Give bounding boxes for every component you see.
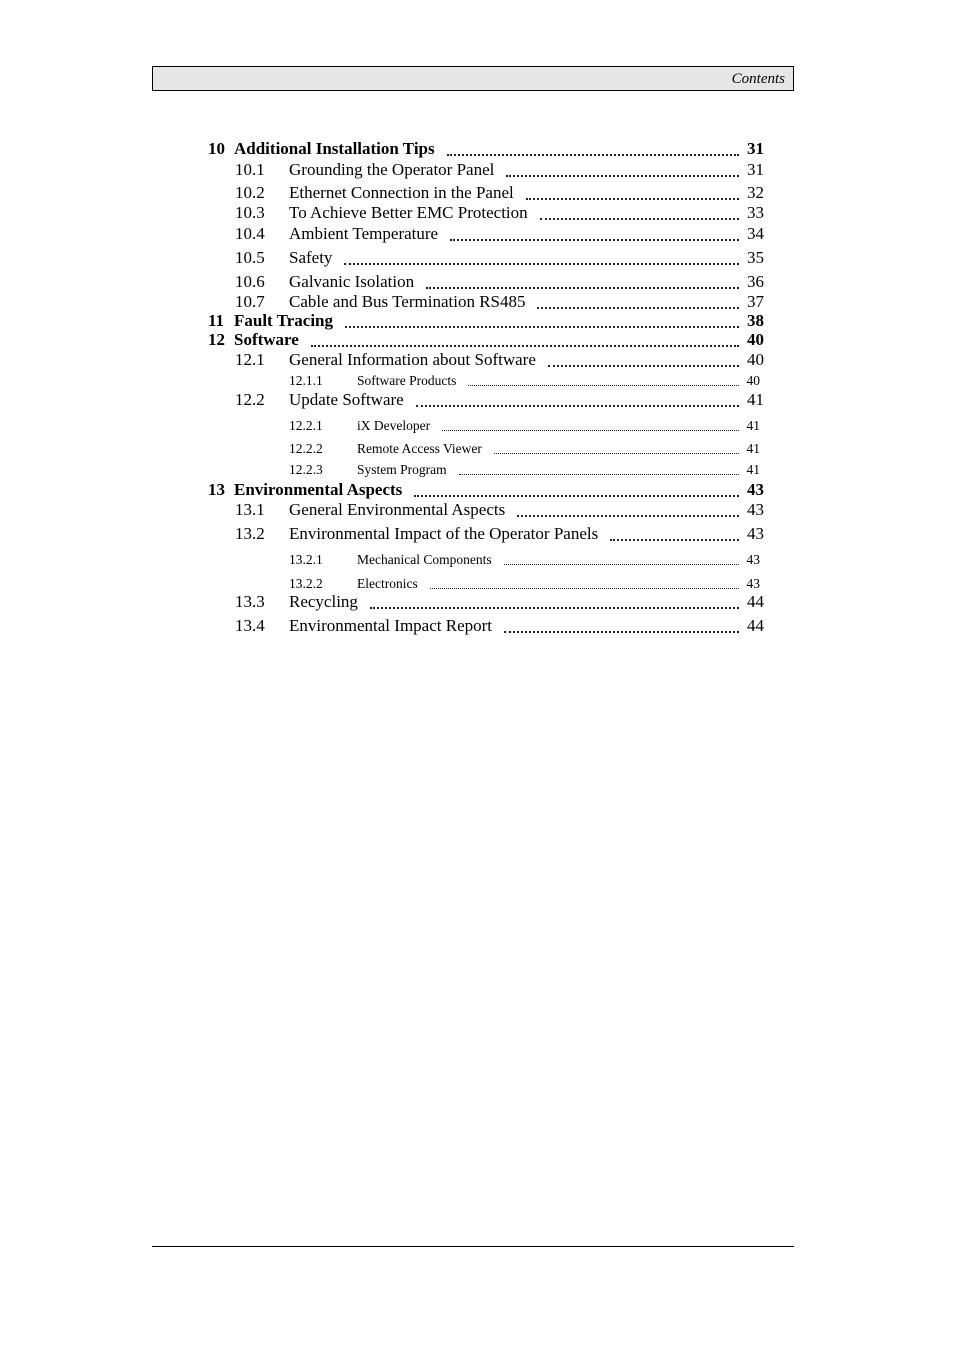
toc-entry[interactable] [0,183,954,203]
toc-entry[interactable] [0,330,954,350]
toc-entry-page: 31 [747,139,764,158]
toc-entry[interactable] [0,616,954,636]
toc-dot-leader [537,307,739,309]
toc-entry-number: 13.2.1 [289,552,323,567]
toc-dot-leader [311,345,739,347]
toc-entry-title: Software Products [357,373,457,388]
toc-dot-leader [506,175,739,177]
toc-dot-leader [442,430,739,431]
toc-entry[interactable] [0,592,954,612]
toc-entry-page: 32 [747,183,764,202]
toc-entry-number: 10.2 [235,183,265,202]
toc-entry-page: 37 [747,292,764,311]
toc-entry-title: Environmental Impact Report [289,616,492,635]
toc-entry[interactable] [0,224,954,244]
toc-entry-page: 44 [747,616,764,635]
toc-dot-leader [526,198,739,200]
toc-entry-page: 43 [747,524,764,543]
toc-dot-leader [548,365,739,367]
toc-dot-leader [426,287,739,289]
toc-dot-leader [610,539,739,541]
toc-entry-number: 10.4 [235,224,265,243]
toc-entry[interactable] [0,369,954,389]
toc-entry-title: Recycling [289,592,358,611]
toc-entry-number: 10 [208,139,225,158]
toc-entry-title: Electronics [357,576,418,591]
toc-entry-number: 13 [208,480,225,499]
toc-dot-leader [344,263,739,265]
toc-dot-leader [416,405,739,407]
toc-entry-page: 41 [746,418,760,433]
toc-entry[interactable] [0,437,954,457]
toc-dot-leader [504,564,739,565]
footer-rule [152,1246,794,1247]
toc-entry-page: 43 [747,500,764,519]
toc-entry-page: 36 [747,272,764,291]
toc-entry-title: Update Software [289,390,404,409]
toc-entry-number: 10.1 [235,160,265,179]
toc-dot-leader [414,495,739,497]
toc-dot-leader [447,154,739,156]
toc-entry-title: Fault Tracing [234,311,334,330]
toc-entry-title: Environmental Impact of the Operator Panels [289,524,599,543]
toc-entry[interactable] [0,414,954,434]
toc-entry-number: 13.1 [235,500,265,519]
toc-entry[interactable] [0,292,954,312]
toc-entry[interactable] [0,390,954,410]
toc-entry-page: 33 [747,203,764,222]
toc-entry-number: 13.4 [235,616,265,635]
toc-entry-number: 13.2 [235,524,265,543]
toc-entry-number: 10.5 [235,248,265,267]
toc-entry-page: 41 [747,390,764,409]
toc-entry-page: 35 [747,248,764,267]
toc-dot-leader [430,588,739,589]
toc-entry-page: 40 [747,330,764,349]
toc-entry-number: 12.1 [235,350,265,369]
toc-entry-page: 31 [747,160,764,179]
toc-entry-title: Additional Installation Tips [234,139,435,158]
toc-entry-number: 12.2 [235,390,265,409]
toc-entry-title: Mechanical Components [357,552,492,567]
toc-dot-leader [450,239,739,241]
toc-entry-number: 12.1.1 [289,373,323,388]
toc-entry[interactable] [0,311,954,331]
toc-entry-page: 38 [747,311,764,330]
toc-entry[interactable] [0,139,954,159]
toc-entry-title: System Program [357,462,447,477]
toc-dot-leader [370,607,739,609]
toc-entry-page: 43 [746,552,760,567]
toc-entry[interactable] [0,350,954,370]
toc-entry-title: General Information about Software [289,350,536,369]
toc-entry-number: 12.2.1 [289,418,323,433]
toc-entry[interactable] [0,203,954,223]
toc-entry-number: 10.3 [235,203,265,222]
toc-entry-number: 12.2.3 [289,462,323,477]
toc-dot-leader [504,631,739,633]
toc-entry[interactable] [0,500,954,520]
toc-entry-number: 10.7 [235,292,265,311]
toc-entry-title: Safety [289,248,333,267]
toc-entry[interactable] [0,524,954,544]
toc-entry-title: iX Developer [357,418,431,433]
toc-entry[interactable] [0,458,954,478]
toc-dot-leader [540,218,739,220]
toc-entry-title: Galvanic Isolation [289,272,415,291]
toc-entry[interactable] [0,480,954,500]
toc-dot-leader [345,326,739,328]
toc-dot-leader [494,453,739,454]
toc-entry[interactable] [0,548,954,568]
toc-entry-title: Cable and Bus Termination RS485 [289,292,526,311]
toc-entry-title: Remote Access Viewer [357,441,482,456]
toc-entry-page: 41 [746,441,760,456]
toc-entry-title: Software [234,330,299,349]
toc-entry-page: 40 [747,350,764,369]
toc-entry[interactable] [0,248,954,268]
toc-entry-number: 13.3 [235,592,265,611]
toc-entry-number: 13.2.2 [289,576,323,591]
toc-entry[interactable] [0,272,954,292]
toc-entry-title: Environmental Aspects [234,480,403,499]
header-title: Contents [731,71,785,87]
toc-entry-title: Ambient Temperature [289,224,439,243]
toc-entry-number: 12 [208,330,225,349]
toc-entry-number: 10.6 [235,272,265,291]
toc-entry-page: 44 [747,592,764,611]
toc-dot-leader [459,474,739,475]
toc-entry-number: 11 [208,311,225,330]
toc-entry-page: 43 [747,480,764,499]
toc-entry-title: Grounding the Operator Panel [289,160,495,179]
toc-dot-leader [468,385,739,386]
toc-entry-page: 41 [746,462,760,477]
toc-entry-number: 12.2.2 [289,441,323,456]
toc-entry[interactable] [0,572,954,592]
toc-entry[interactable] [0,160,954,180]
toc-entry-page: 43 [746,576,760,591]
toc-entry-page: 40 [746,373,760,388]
toc-dot-leader [517,515,739,517]
toc-entry-title: General Environmental Aspects [289,500,506,519]
toc-entry-page: 34 [747,224,764,243]
toc-entry-title: To Achieve Better EMC Protection [289,203,528,222]
toc-entry-title: Ethernet Connection in the Panel [289,183,514,202]
